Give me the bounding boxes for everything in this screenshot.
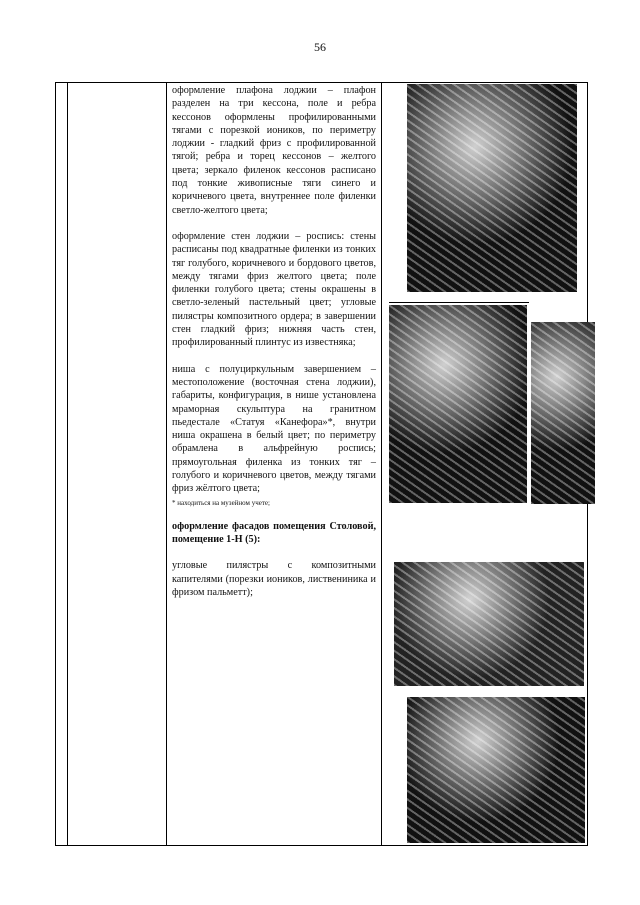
table-border [55, 82, 56, 845]
facade-photo [394, 562, 584, 686]
table-border [381, 82, 382, 845]
cornice-photo [407, 697, 585, 843]
loggia-ceiling-text: оформление плафона лоджии – плафон разделен на три кессона, поле и ребра кессонов оформлены профилированными тягами с порезкой иоников, по периметру лоджии - гладкий фриз с профилированной тягой; ребра и торец кессонов – желтого цвета; зеркало филенок кессонов расписано под тонкие живописные тяги синего и коричневого цвета, внутреннее поле филенки светло-желтого цвета; [172, 85, 376, 216]
pilasters-text: угловые пилястры с композитными капителями (порезки иоников, листвениника и фризом пальметт); [172, 560, 376, 598]
table-border [67, 82, 68, 845]
table-top-border [55, 82, 588, 83]
loggia-ceiling-photo [407, 84, 577, 292]
niche-photo [389, 305, 527, 503]
statue-photo [531, 322, 595, 504]
page-number: 56 [314, 40, 326, 54]
niche-text: ниша с полуциркульным завершением – местоположение (восточная стена лоджии), габариты, конфигурация, в нише установлена мраморная скульптура на гранитном пьедестале «Статуя «Канефора»*, внутри ниша окрашена в белый цвет; по периметру обрамлена в альфрейную роспись; прямоугольная филенка из тонких тяг – голубого и коричневого цветов, между тягами фриз жёлтого цвета; [172, 363, 376, 495]
loggia-walls-text: оформление стен лоджии – роспись: стены расписаны под квадратные филенки из тонких тяг голубого, коричневого и бордового цветов, между тягами фриз желтого цвета; поле филенки голубого цвета; стены окрашены в светло-зеленый пастельный цвет; угловые пилястры композитного ордера; в завершении стен гладкий фриз; нижняя часть стен, профилированный плинтус из известняка; [172, 230, 376, 349]
footnote: * находиться на музейном учете; [172, 498, 270, 507]
table-bottom-border [55, 845, 588, 846]
section-heading: оформление фасадов помещения Столовой, помещение 1-Н (5): [172, 520, 376, 545]
table-border [166, 82, 167, 845]
photo-divider [389, 302, 529, 303]
description-cell [172, 84, 376, 612]
